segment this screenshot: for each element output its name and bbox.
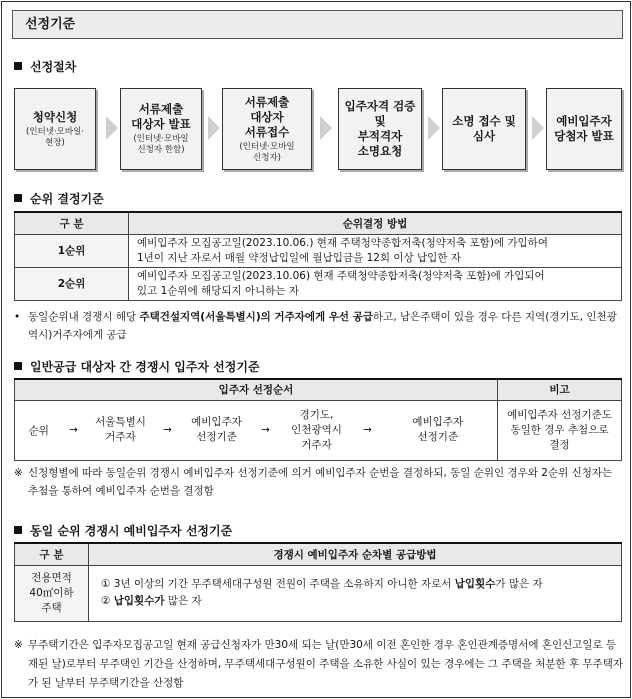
seq-step: 순위	[15, 400, 63, 460]
column-header: 구 분	[15, 212, 129, 234]
row-text-line: 있고 1순위에 해당되지 아니하는 자	[137, 284, 300, 297]
square-bullet-icon	[14, 526, 22, 534]
section-heading-text: 선정절차	[30, 60, 77, 74]
note-bold-text: 주택건설지역(서울특별시)의 거주자에게 우선 공급	[139, 311, 374, 323]
process-flow	[14, 88, 622, 170]
remark-cell: 예비입주자 선정기준도 동일한 경우 추첨으로 결정	[498, 400, 622, 460]
flow-step-1	[14, 88, 96, 170]
rank-table	[14, 211, 622, 301]
section-heading-tie	[14, 522, 232, 539]
table-row	[15, 234, 622, 267]
arrow-right-icon: →	[255, 400, 277, 460]
seq-step: 경기도, 인천광역시 거주자	[277, 400, 357, 460]
seq-step: 예비입주자 선정기준	[379, 400, 498, 460]
flow-step-title: 서류제출 대상자 서류접수	[244, 94, 290, 139]
flow-step-5	[442, 88, 526, 170]
page-frame	[1, 1, 631, 698]
row-text-line: 1년이 지난 자로서 매월 약정납입일에 월납입금을 12회 이상 납입한 자	[137, 251, 461, 264]
section-heading-text: 동일 순위 경쟁시 예비입주자 선정기준	[30, 524, 233, 538]
flow-step-subtitle: (인터넷·모바일· 현장)	[26, 126, 84, 148]
flow-step-title: 청약신청	[32, 109, 78, 124]
note-text: 하고, 남은주택이 있을 경우 다른 지역(경기도, 인천광역시)거주자에게 공급	[28, 311, 617, 341]
square-bullet-icon	[14, 362, 22, 370]
item-text: ②	[101, 595, 114, 607]
flow-step-title: 서류제출 대상자 발표	[131, 102, 191, 131]
arrow-right-icon: →	[63, 400, 85, 460]
general-table	[14, 378, 622, 461]
section-heading-text: 일반공급 대상자 간 경쟁시 입주자 선정기준	[30, 360, 260, 374]
seq-step: 예비입주자 선정기준	[179, 400, 255, 460]
note-text: 동일순위내 경쟁시 해당	[28, 311, 140, 323]
item-text: 가 많은 자	[495, 578, 543, 590]
column-header: 경쟁시 예비입주자 순차별 공급방법	[89, 543, 622, 565]
flow-step-6	[546, 88, 622, 170]
row-text-line: 예비입주자 모집공고일(2023.10.06.) 현재 주택청약종합저축(청약저축 포함)에 가입하여	[137, 236, 548, 249]
tie-item-2	[101, 593, 609, 610]
flow-step-title: 소명 접수 및 심사	[452, 114, 516, 143]
general-note	[14, 464, 624, 500]
arrow-right-icon	[428, 116, 440, 140]
general-note-text: 신청형별에 따라 동일순위 경쟁시 예비입주자 선정기준에 의거 예비입주자 순번을 결정하되, 동일 순위인 경우와 2순위 신청자는 추첨을 통하여 예비입주자 순번을 결정함	[28, 467, 613, 497]
column-header: 입주자 선정순서	[15, 379, 498, 400]
table-row	[15, 267, 622, 300]
arrow-right-icon	[532, 116, 544, 140]
section-heading-text: 순위 결정기준	[30, 192, 104, 206]
reference-mark-icon: ※	[14, 467, 23, 479]
row-label: 전용면적 40㎡이하 주택	[15, 565, 89, 621]
rank-note	[14, 308, 622, 344]
column-header: 비고	[498, 379, 622, 400]
column-header: 구 분	[15, 543, 89, 565]
seq-step: 서울특별시 거주자	[85, 400, 157, 460]
arrow-right-icon	[320, 116, 332, 140]
item-bold-text: 납입횟수가	[113, 595, 165, 607]
arrow-right-icon: →	[357, 400, 379, 460]
row-text	[129, 234, 622, 267]
flow-step-subtitle: (인터넷·모바일 신청자 한함)	[133, 134, 189, 155]
item-text: ① 3년 이상의 기간 무주택세대구성원 전원이 주택을 소유하지 아니한 자로서	[101, 578, 455, 590]
table-row	[15, 400, 622, 460]
arrow-right-icon	[106, 116, 118, 140]
tie-item-1	[101, 576, 609, 593]
row-label: 2순위	[15, 267, 129, 300]
flow-step-4	[338, 88, 422, 170]
rank-note-text	[14, 308, 622, 344]
item-bold-text: 납입횟수	[454, 578, 496, 590]
row-text-line: 예비입주자 모집공고일(2023.10.06) 현재 주택청약종합저축(청약저축 포함)에 가입되어	[137, 269, 545, 282]
table-row	[15, 565, 622, 621]
reference-mark-icon: ※	[14, 639, 23, 651]
flow-step-title: 예비입주자 당첨자 발표	[554, 114, 614, 143]
row-text	[89, 565, 622, 621]
section-heading-general	[14, 358, 260, 375]
section-heading-rank	[14, 190, 104, 207]
page-title: 선정기준	[12, 10, 623, 39]
flow-step-subtitle: (인터넷·모바일 신청자)	[239, 141, 295, 163]
item-text: 많은 자	[164, 595, 202, 607]
flow-step-2	[120, 88, 202, 170]
square-bullet-icon	[14, 62, 22, 70]
tie-note-text: 무주택기간은 입주자모집공고일 현재 공급신청자가 만30세 되는 날(만30세 이전 혼인한 경우 혼인관계증명서에 혼인신고일로 등재된 날)로부터 무주택인 기간을 산정하며, 무주택세대구성원이 주택을 소유한 사실이 있는 경우에는 그 주택을 처분한 후 무주택자가 된 날부터 무주택기간을 산정함	[28, 639, 624, 689]
flow-step-title: 입주자격 검증 및 부적격자 소명요청	[344, 99, 416, 158]
flow-step-3	[222, 88, 312, 170]
arrow-right-icon: →	[157, 400, 179, 460]
row-text	[129, 267, 622, 300]
tie-table	[14, 542, 622, 622]
section-heading-process	[14, 58, 76, 75]
tie-note	[14, 636, 624, 693]
square-bullet-icon	[14, 194, 22, 202]
column-header: 순위결정 방법	[129, 212, 622, 234]
arrow-right-icon	[208, 116, 220, 140]
row-label: 1순위	[15, 234, 129, 267]
bullet-icon: •	[14, 311, 21, 323]
